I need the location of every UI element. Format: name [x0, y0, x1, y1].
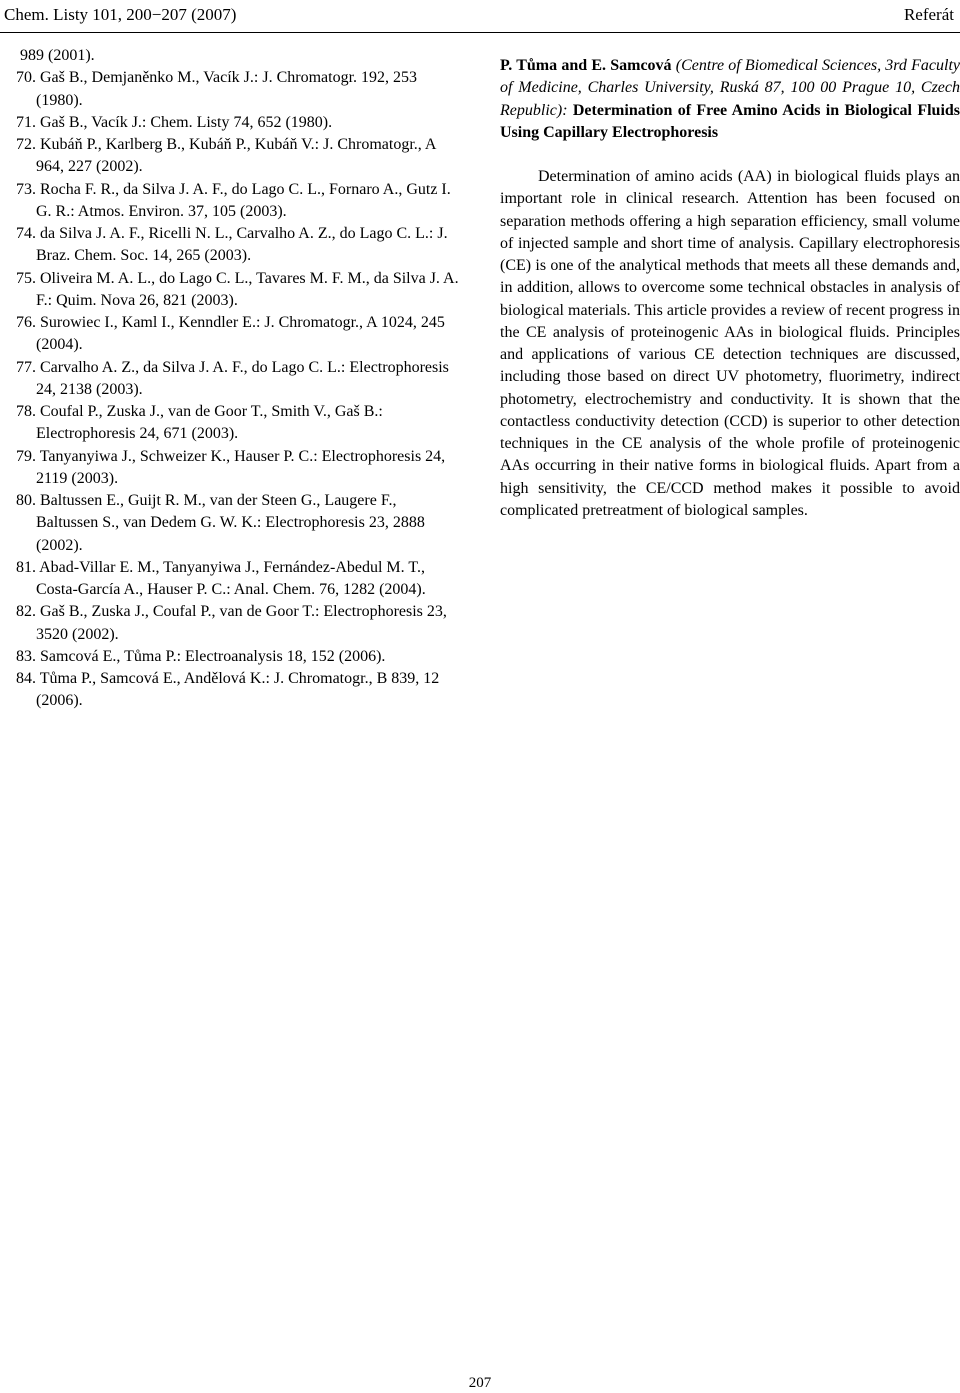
- reference-item: [16, 557, 462, 602]
- reference-item: [16, 446, 462, 491]
- abstract-authors: P. Tůma and E. Samcová: [500, 57, 672, 74]
- reference-text: Kubáň P., Karlberg B., Kubáň P., Kubáň V.: J. Chromatogr., A 964, 227 (2002).: [36, 136, 436, 176]
- reference-number: 82.: [16, 603, 36, 621]
- reference-item: [16, 668, 462, 713]
- reference-text: Rocha F. R., da Silva J. A. F., do Lago C. L., Fornaro A., Gutz I. G. R.: Atmos. Environ. 37, 105 (2003).: [36, 180, 451, 220]
- reference-number: 77.: [16, 358, 36, 376]
- reference-text: Samcová E., Tůma P.: Electroanalysis 18, 152 (2006).: [40, 647, 386, 665]
- reference-item: [16, 490, 462, 557]
- reference-text: 989 (2001).: [20, 47, 95, 64]
- reference-item: [16, 312, 462, 357]
- abstract-affiliation: (Centre of Biomedical Sciences, 3rd Faculty of Medicine, Charles University, Ruská 87, 100 00 Prague 10, Czech Republic):: [500, 57, 960, 119]
- reference-number: 78.: [16, 403, 36, 420]
- reference-number: 70.: [16, 69, 36, 87]
- reference-text: Tůma P., Samcová E., Andělová K.: J. Chromatogr., B 839, 12 (2006).: [36, 670, 440, 710]
- reference-item: [16, 401, 462, 446]
- reference-list: [16, 45, 462, 713]
- reference-item: [16, 223, 462, 268]
- abstract-section: [500, 55, 960, 522]
- reference-item: [16, 357, 462, 402]
- reference-item: [16, 45, 462, 67]
- reference-number: 83.: [16, 647, 36, 665]
- reference-number: 72.: [16, 136, 36, 153]
- abstract-heading: [500, 55, 960, 144]
- reference-number: 75.: [16, 269, 36, 287]
- reference-number: 79.: [16, 447, 36, 465]
- running-header: [0, 0, 960, 33]
- reference-text: Oliveira M. A. L., do Lago C. L., Tavares M. F. M., da Silva J. A. F.: Quim. Nova 26, 821 (2003).: [36, 269, 459, 309]
- reference-number: 76.: [16, 314, 36, 331]
- reference-text: Carvalho A. Z., da Silva J. A. F., do Lago C. L.: Electrophoresis 24, 2138 (2003).: [36, 358, 449, 398]
- reference-text: Tanyanyiwa J., Schweizer K., Hauser P. C.: Electrophoresis 24, 2119 (2003).: [36, 447, 446, 487]
- reference-text: Baltussen E., Guijt R. M., van der Steen G., Laugere F., Baltussen S., van Dedem G. W. K.: Electrophoresis 23, 2888 (2002).: [36, 492, 425, 554]
- reference-item: [16, 112, 462, 134]
- journal-citation: Chem. Listy 101, 200−207 (2007): [4, 5, 237, 24]
- reference-number: 80.: [16, 492, 36, 509]
- abstract-body: Determination of amino acids (AA) in biological fluids plays an important role in clinical research. Attention has been focused on separation methods offering a high separation efficiency, small volume of injected sample and short time of analysis. Capillary electrophoresis (CE) is one of the analytical methods that meets all these demands and, in addition, allows to overcome some technical obstacles in analysis of biological materials. This article provides a review of recent progress in the CE analysis of proteinogenic AAs in biological fluids. Principles and applications of various CE detection techniques are discussed, including those based on direct UV photometry, fluorimetry, indirect photometry, electrochemistry and conductivity. It is shown that the contactless conductivity detection (CCD) is superior to other detection techniques in the CE analysis of the whole profile of proteinogenic AAs occurring in their native forms in biological fluids. Apart from a high sensitivity, the CE/CCD method makes it possible to avoid complicated pretreatment of biological samples.: [500, 168, 960, 519]
- reference-item: [16, 268, 462, 313]
- reference-number: 73.: [16, 180, 36, 198]
- reference-item: [16, 134, 462, 179]
- reference-text: Coufal P., Zuska J., van de Goor T., Smith V., Gaš B.: Electrophoresis 24, 671 (2003).: [36, 403, 383, 443]
- reference-text: Abad-Villar E. M., Tanyanyiwa J., Fernández-Abedul M. T., Costa-García A., Hauser P. C.: Anal. Chem. 76, 1282 (2004).: [36, 558, 426, 598]
- abstract-title: Determination of Free Amino Acids in Biological Fluids Using Capillary Electrophoresis: [500, 101, 960, 141]
- reference-text: Surowiec I., Kaml I., Kenndler E.: J. Chromatogr., A 1024, 245 (2004).: [36, 314, 445, 354]
- reference-text: Gaš B., Demjaněnko M., Vacík J.: J. Chromatogr. 192, 253 (1980).: [36, 69, 418, 109]
- reference-item: [16, 179, 462, 224]
- reference-item: [16, 646, 462, 668]
- section-label: Referát: [903, 5, 954, 24]
- reference-text: Gaš B., Vacík J.: Chem. Listy 74, 652 (1980).: [40, 113, 333, 131]
- reference-text: Gaš B., Zuska J., Coufal P., van de Goor T.: Electrophoresis 23, 3520 (2002).: [36, 603, 447, 643]
- reference-text: da Silva J. A. F., Ricelli N. L., Carvalho A. Z., do Lago C. L.: J. Braz. Chem. Soc. 14, 265 (2003).: [36, 225, 448, 265]
- reference-number: 84.: [16, 670, 36, 687]
- reference-number: 74.: [16, 225, 36, 242]
- reference-item: [16, 601, 462, 646]
- reference-number: 71.: [16, 113, 36, 131]
- page-number: 207: [468, 1375, 492, 1391]
- reference-item: [16, 67, 462, 112]
- reference-number: 81.: [16, 558, 36, 576]
